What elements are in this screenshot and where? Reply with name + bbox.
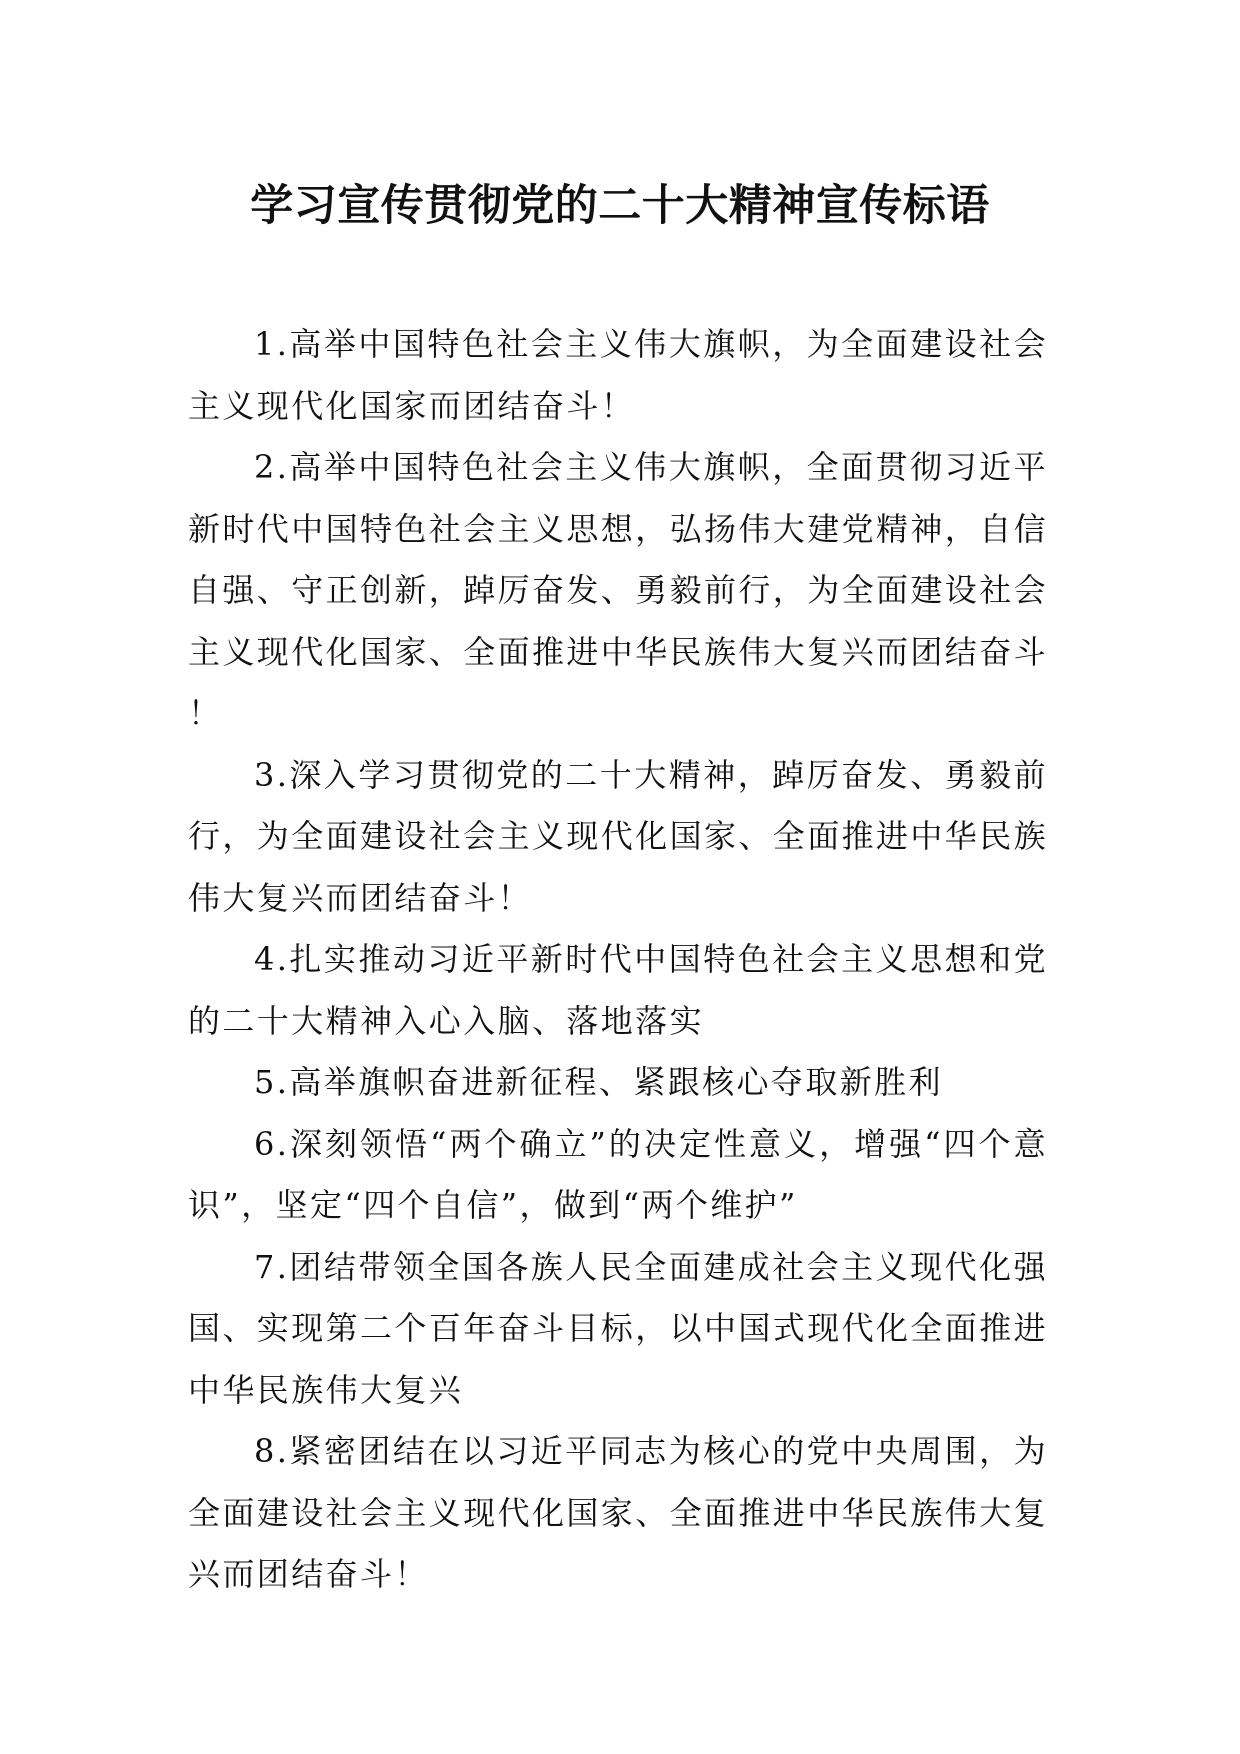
- slogan-list: [188, 314, 1048, 1606]
- slogan-item-7: 7.团结带领全国各族人民全面建成社会主义现代化强国、实现第二个百年奋斗目标，以中国式现代化全面推进中华民族伟大复兴: [188, 1247, 1049, 1409]
- slogan-item-5: 5.高举旗帜奋进新征程、紧跟核心夺取新胜利: [254, 1063, 943, 1101]
- slogan-item-3: 3.深入学习贯彻党的二十大精神，踔厉奋发、勇毅前行，为全面建设社会主义现代化国家、全面推进中华民族伟大复兴而团结奋斗！: [188, 755, 1049, 917]
- slogan-item-2: 2.高举中国特色社会主义伟大旗帜，全面贯彻习近平新时代中国特色社会主义思想，弘扬伟大建党精神，自信自强、守正创新，踔厉奋发、勇毅前行，为全面建设社会主义现代化国家、全面推进中华民族伟大复兴而团结奋斗！: [188, 448, 1049, 732]
- document-title: 学习宣传贯彻党的二十大精神宣传标语: [250, 181, 990, 231]
- slogan-item-6: 6.深刻领悟“两个确立”的决定性意义，增强“四个意识”，坚定“四个自信”，做到“两个维护”: [188, 1124, 1048, 1224]
- slogan-item-4: 4.扎实推动习近平新时代中国特色社会主义思想和党的二十大精神入心入脑、落地落实: [188, 940, 1048, 1040]
- slogan-item-1: 1.高举中国特色社会主义伟大旗帜，为全面建设社会主义现代化国家而团结奋斗！: [188, 325, 1048, 425]
- slogan-item-8: 8.紧密团结在以习近平同志为核心的党中央周围，为全面建设社会主义现代化国家、全面推进中华民族伟大复兴而团结奋斗！: [188, 1432, 1049, 1593]
